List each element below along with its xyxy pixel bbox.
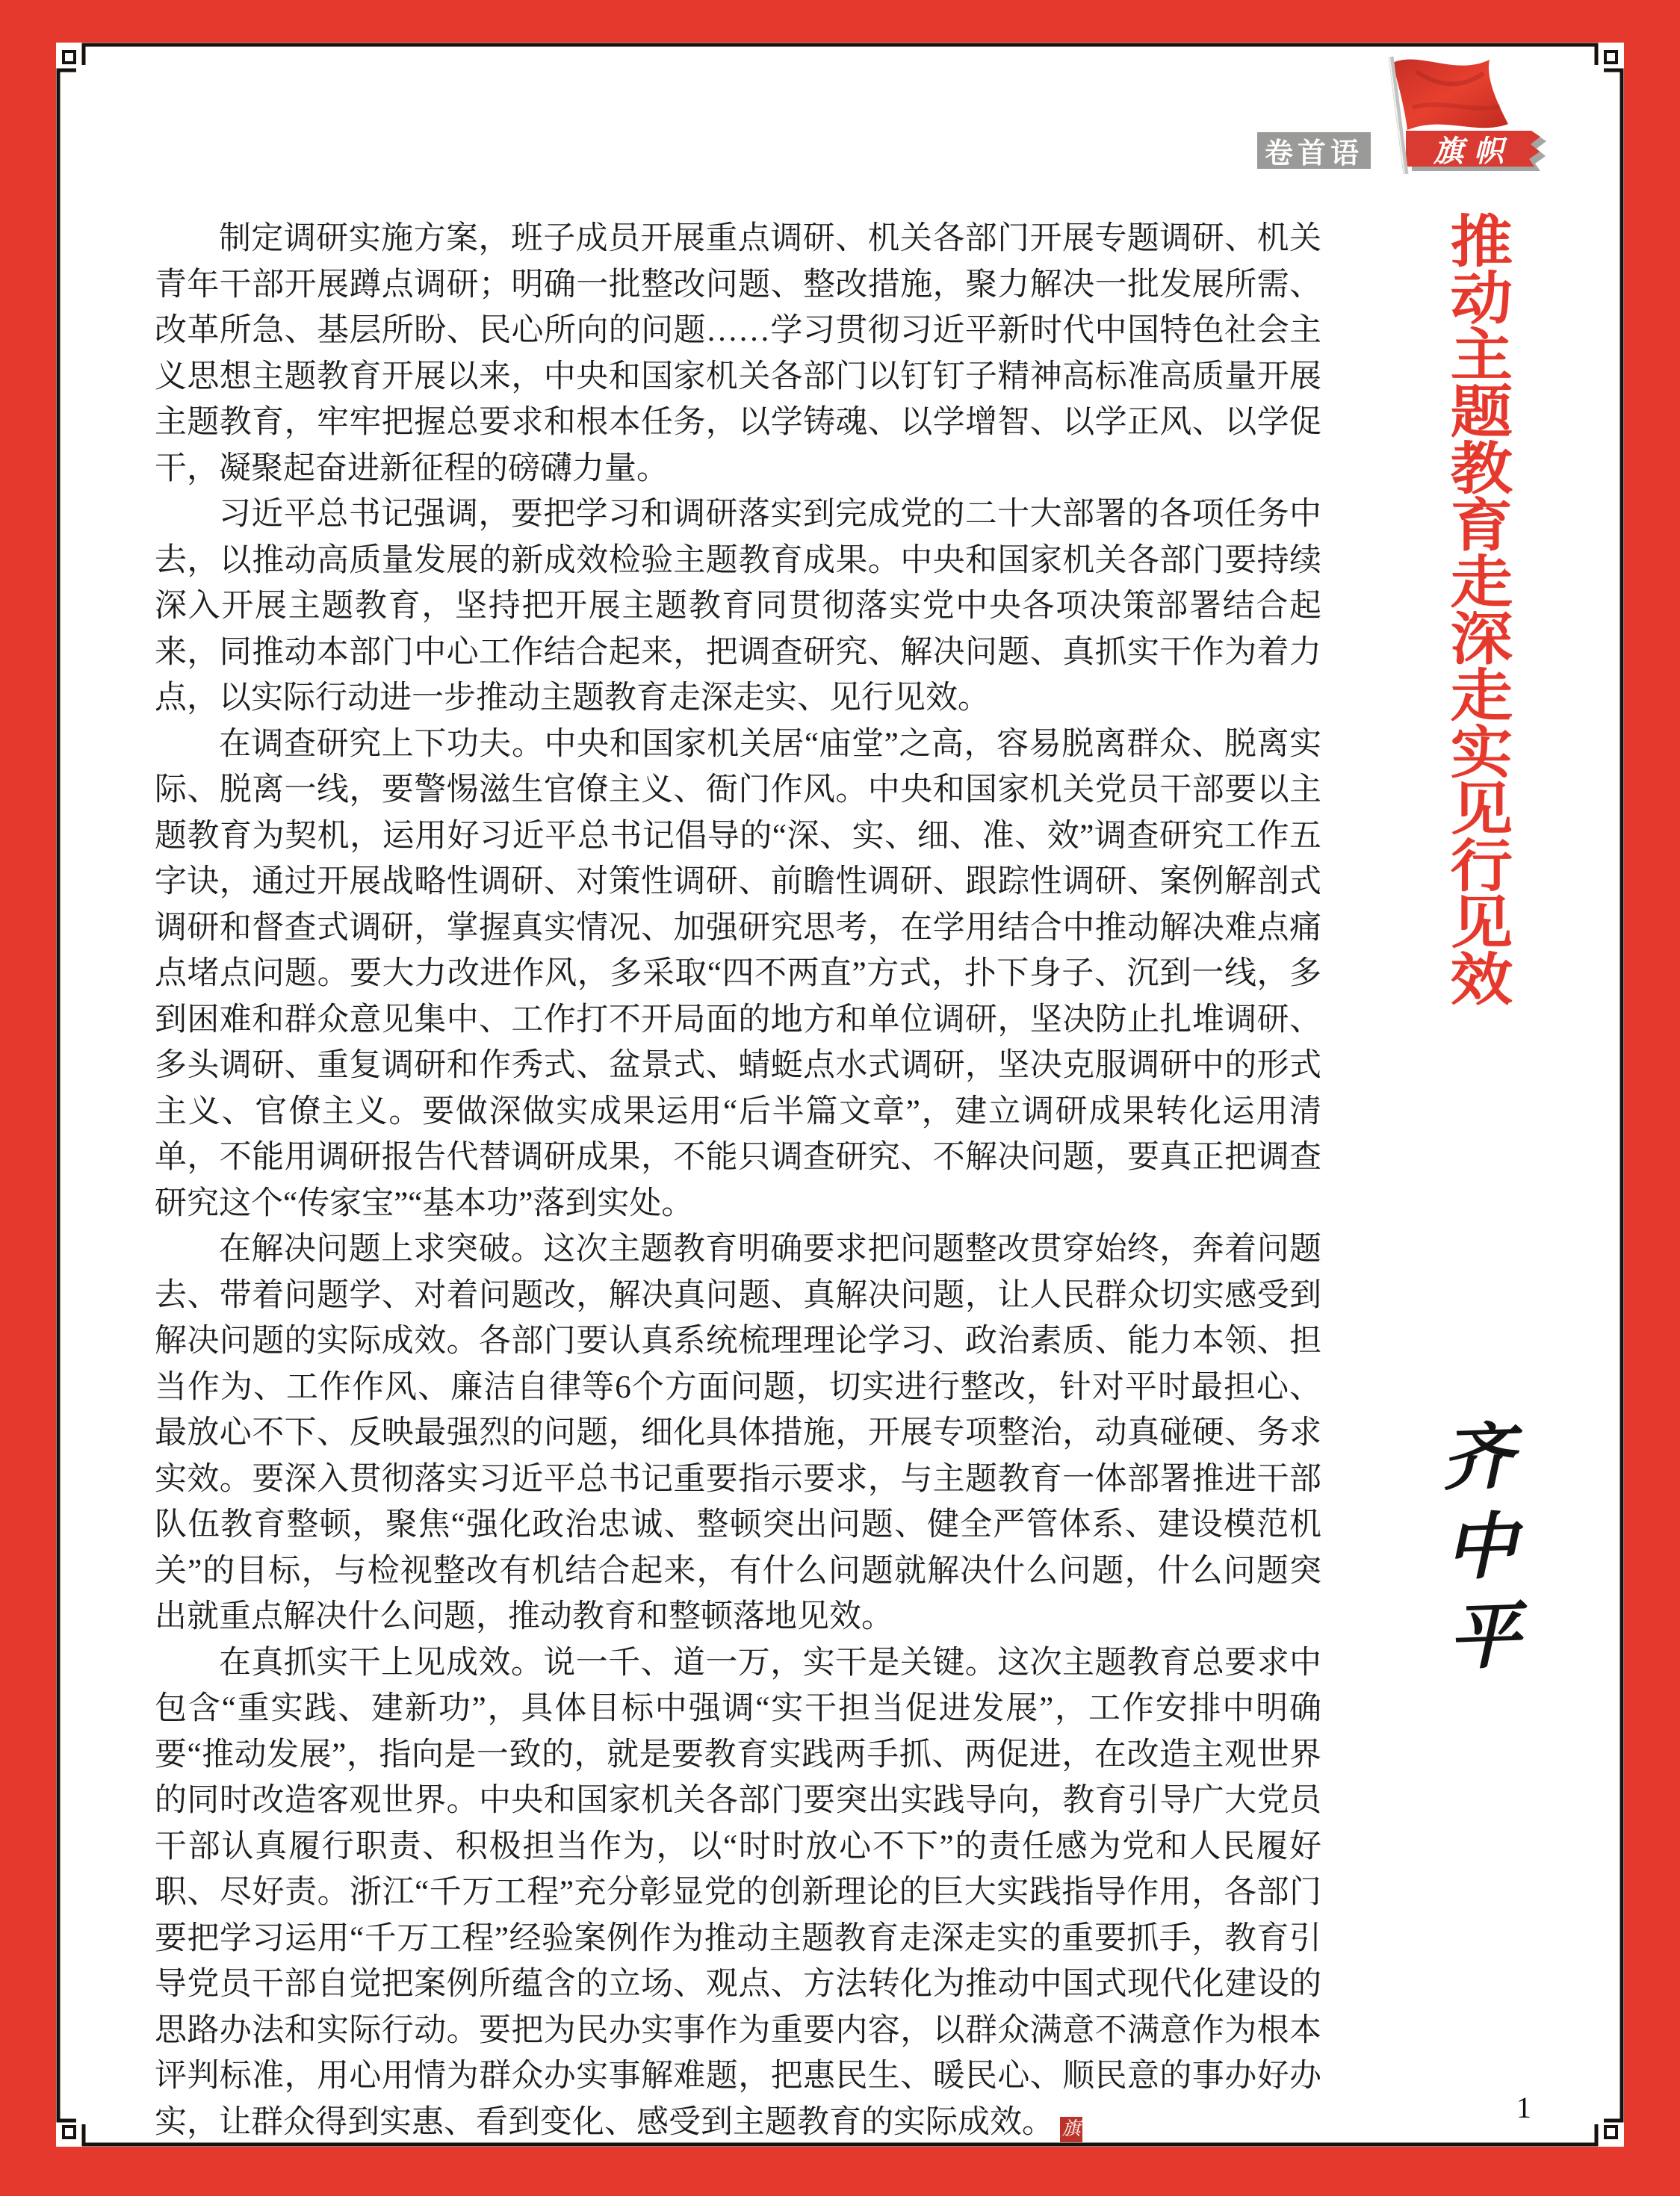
paragraph: 制定调研实施方案，班子成员开展重点调研、机关各部门开展专题调研、机关青年干部开展蹲点调研；明确一批整改问题、整改措施，聚力解决一批发展所需、改革所急、基层所盼、民心所向的问题……学习贯彻习近平新时代中国特色社会主义思想主题教育开展以来，中央和国家机关各部门以钉钉子精神高标准高质量开展主题教育，牢牢把握总要求和根本任务，以学铸魂、以学增智、以学正风、以学促干，凝聚起奋进新征程的磅礴力量。: [155, 221, 1321, 486]
paragraph: 习近平总书记强调，要把学习和调研落实到完成党的二十大部署的各项任务中去，以推动高质量发展的新成效检验主题教育成果。中央和国家机关各部门要持续深入开展主题教育，坚持把开展主题教育同贯彻落实党中央各项决策部署结合起来，同推动本部门中心工作结合起来，把调查研究、解决问题、真抓实干作为着力点，以实际行动进一步推动主题教育走深走实、见行见效。: [155, 497, 1321, 716]
paragraph: 在解决问题上求突破。这次主题教育明确要求把问题整改贯穿始终，奔着问题去、带着问题学、对着问题改，解决真问题、真解决问题，让人民群众切实感受到解决问题的实际成效。各部门要认真系统梳理理论学习、政治素质、能力本领、担当作为、工作作风、廉洁自律等6个方面问题，切实进行整改，针对平时最担心、最放心不下、反映最强烈的问题，细化具体措施，开展专项整治，动真碰硬、务求实效。要深入贯彻落实习近平总书记重要指示要求，与主题教育一体部署推进干部队伍教育整顿，聚焦“强化政治忠诚、整顿突出问题、健全严管体系、建设模范机关”的目标，与检视整改有机结合起来，有什么问题就解决什么问题，什么问题突出就重点解决什么问题，推动教育和整顿落地见效。: [155, 1232, 1321, 1634]
section-label-text: 卷首语: [1264, 138, 1363, 170]
article-end-mark-icon: 旗: [1060, 2117, 1082, 2142]
paragraph: 在调查研究上下功夫。中央和国家机关居“庙堂”之高，容易脱离群众、脱离实际、脱离一线，要警惕滋生官僚主义、衙门作风。中央和国家机关党员干部要以主题教育为契机，运用好习近平总书记倡导的“深、实、细、准、效”调查研究工作五字诀，通过开展战略性调研、对策性调研、前瞻性调研、跟踪性调研、案例解剖式调研和督查式调研，掌握真实情况、加强研究思考，在学用结合中推动解决难点痛点堵点问题。要大力改进作风，多采取“四不两直”方式，扑下身子、沉到一线，多到困难和群众意见集中、工作打不开局面的地方和单位调研，坚决防止扎堆调研、多头调研、重复调研和作秀式、盆景式、蜻蜓点水式调研，坚决克服调研中的形式主义、官僚主义。要做深做实成果运用“后半篇文章”，建立调研成果转化运用清单，不能用调研报告代替调研成果，不能只调查研究、不解决问题，要真正把调查研究这个“传家宝”“基本功”落到实处。: [155, 726, 1321, 1221]
magazine-name-banner: [1414, 135, 1534, 168]
page-title: 推动主题教育走深走实见行见效: [1440, 211, 1511, 1006]
paragraph-text: 在真抓实干上见成效。说一千、道一万，实干是关键。这次主题教育总要求中包含“重实践、建新功”，具体目标中强调“实干担当促进发展”，工作安排中明确要“推动发展”，指向是一致的，就是要教育实践两手抓、两促进，在改造主观世界的同时改造客观世界。中央和国家机关各部门要突出实践导向，教育引导广大党员干部认真履行职责、积极担当作为，以“时时放心不下”的责任感为党和人民履好职、尽好责。浙江“千万工程”充分彰显党的创新理论的巨大实践指导作用，各部门要把学习运用“千万工程”经验案例作为推动主题教育走深走实的重要抓手，教育引导党员干部自觉把案例所蕴含的立场、观点、方法转化为推动中国式现代化建设的思路办法和实际行动。要把为民办实事作为重要内容，以群众满意不满意作为根本评判标准，用心用情为群众办实事解难题，把惠民生、暖民心、顺民意的事办好办实，让群众得到实惠、看到变化、感受到主题教育的实际成效。: [155, 1645, 1321, 2140]
author-signature: 齐中平: [1430, 1418, 1520, 1690]
section-label: [1257, 132, 1371, 169]
magazine-name-text: 旗帜: [1433, 134, 1514, 168]
paragraph: [155, 1640, 1321, 2146]
page-number: 1: [1516, 2091, 1531, 2124]
article-body: [155, 216, 1321, 2145]
